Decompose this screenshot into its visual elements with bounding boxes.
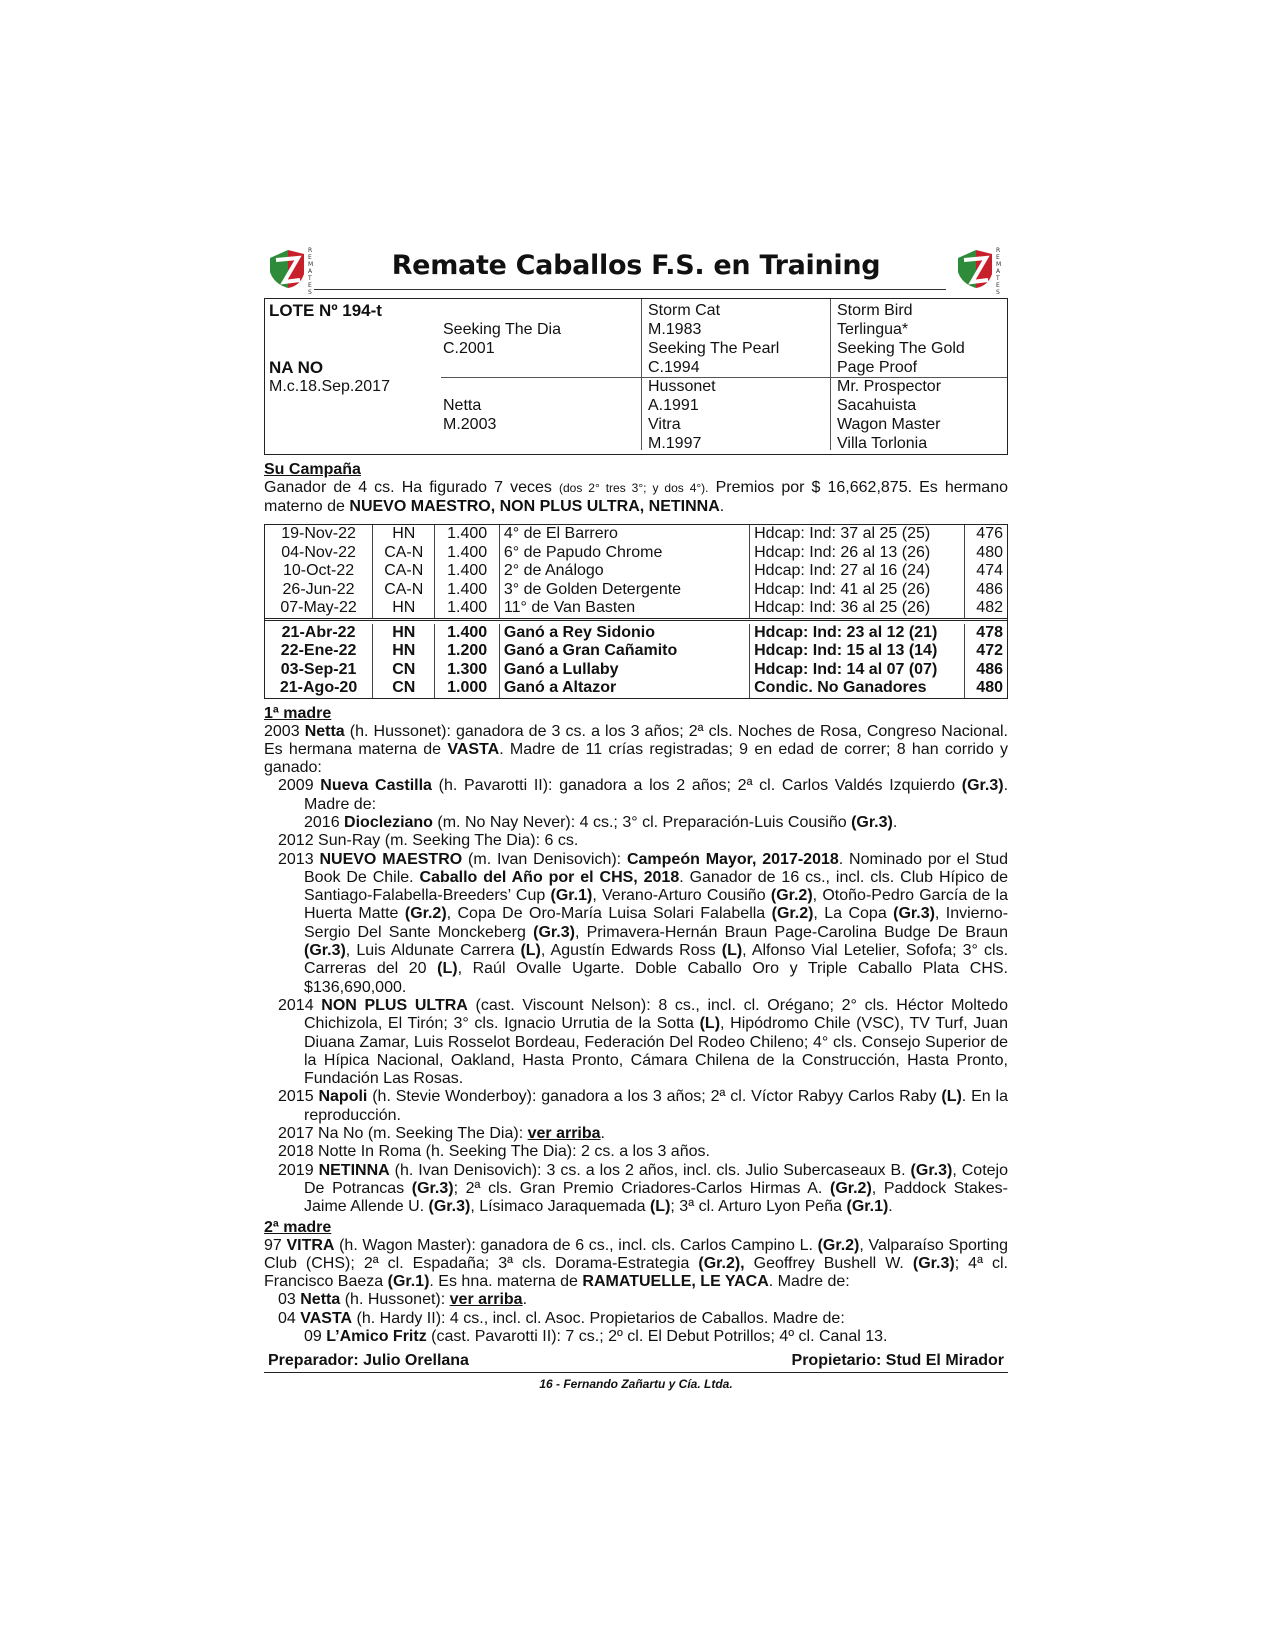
race-weight: 478 xyxy=(976,623,1003,641)
produce-entry: 2016 Diocleziano (m. No Nay Never): 4 cs.; 3° cl. Preparación-Luis Cousiño (Gr.3). xyxy=(304,813,898,831)
zr-logo-left xyxy=(264,244,320,296)
first-dam-intro: 2003 Netta (h. Hussonet): ganadora de 3 cs. a los 3 años; 2ª cls. Noches de Rosa, Congreso Nacional. Es hermana materna de VASTA. Madre de 11 crías registradas; 9 en edad de correr; 8 han corrido y ganado: xyxy=(264,722,1009,777)
race-row xyxy=(265,544,1007,563)
race-row-win xyxy=(265,624,1007,643)
produce-entry: 2019 NETINNA (h. Ivan Denisovich): 3 cs. a los 2 años, incl. cls. Julio Subercaseaux B. (Gr.3), Cotejo De Potrancas (Gr.3); 2ª cls. Gran Premio Criadores-Carlos Hirmas A. (Gr.2), Paddock Stakes-Jaime Allende U. (Gr.3), Lísimaco Jaraquemada (L); 3ª cl. Arturo Lyon Peña (Gr.1). xyxy=(278,1161,1009,1216)
race-distance: 1.000 xyxy=(435,679,499,698)
pedigree-grandparents xyxy=(641,299,838,450)
page-footer: 16 - Fernando Zañartu y Cía. Ltda. xyxy=(539,1377,733,1392)
race-result: Ganó a Altazor xyxy=(499,679,749,698)
campaign-text: Premios por $ 16,662,875. Es hermano materno de xyxy=(264,479,1009,515)
page-title: Remate Caballos F.S. en Training xyxy=(391,250,881,281)
campaign-places: (dos 2° tres 3°; y dos 4°). xyxy=(558,481,709,495)
race-distance: 1.400 xyxy=(435,525,499,544)
svg-text:R: R xyxy=(308,247,313,254)
race-track: CN xyxy=(373,661,435,680)
sire-info: C.2001 xyxy=(443,340,495,357)
owner: Propietario: Stud El Mirador xyxy=(791,1352,1004,1370)
horse-info: M.c.18.Sep.2017 xyxy=(269,378,390,395)
race-result: Ganó a Rey Sidonio xyxy=(499,624,749,643)
race-date: 21-Ago-20 xyxy=(265,679,373,698)
produce-entry: 09 L’Amico Fritz (cast. Pavarotti II): 7 cs.; 2º cl. El Debut Potrillos; 4º cl. Canal 13. xyxy=(304,1328,888,1345)
grandparent-entry: M.1983 xyxy=(648,321,702,338)
great-grandparent-entry: Page Proof xyxy=(837,359,918,376)
race-result: 11° de Van Basten xyxy=(499,599,749,619)
svg-text:T: T xyxy=(308,275,312,282)
race-track: CN xyxy=(373,679,435,698)
produce-entry: 2014 NON PLUS ULTRA (cast. Viscount Nelson): 8 cs., incl. cl. Orégano; 2° cls. Héctor Moltedo Chichizola, El Tirón; 3° cls. Ignacio Urrutia de la Sotta (L), Hipódromo Chile (VSC), TV Turf, Juan Diuana Zamar, Luis Rosselot Bordeau, Federación Del Rodeo Chileno; 4° cls. Consejo Superior de la Hípica Nacional, Oakland, Hasta Pronto, Cámara Chilena de la Construcción, Hasta Pronto, Fundación Las Rosas. xyxy=(278,996,1008,1088)
great-grandparent-entry: Sacahuista xyxy=(837,397,917,414)
great-grandparent-entry: Mr. Prospector xyxy=(837,378,942,395)
pedigree-horse xyxy=(269,301,439,396)
race-result: 6° de Papudo Chrome xyxy=(499,544,749,563)
race-date: 19-Nov-22 xyxy=(265,525,373,544)
campaign-text-end: . xyxy=(719,497,725,515)
svg-text:S: S xyxy=(308,289,312,296)
race-distance: 1.300 xyxy=(435,661,499,680)
grandparent-entry: Seeking The Pearl xyxy=(648,340,780,357)
svg-text:E: E xyxy=(996,282,1000,289)
race-track: HN xyxy=(373,624,435,643)
great-grandparent-entry: Seeking The Gold xyxy=(837,340,965,357)
trainer: Preparador: Julio Orellana xyxy=(268,1352,469,1370)
page-header xyxy=(264,244,1008,296)
race-weight: 482 xyxy=(976,599,1003,617)
race-track: CA-N xyxy=(373,562,435,581)
svg-text:M: M xyxy=(996,261,1002,268)
dam-name: Netta xyxy=(443,397,482,414)
race-date: 22-Ene-22 xyxy=(265,642,373,661)
race-row-win xyxy=(265,679,1007,698)
lot-number: LOTE Nº 194-t xyxy=(269,301,382,320)
race-condition: Hdcap: Ind: 36 al 25 (26) xyxy=(750,599,965,619)
race-weight: 472 xyxy=(976,642,1003,660)
zr-logo-right xyxy=(952,244,1008,296)
lot-footer xyxy=(264,1350,1008,1373)
race-date: 21-Abr-22 xyxy=(265,624,373,643)
race-track: HN xyxy=(373,599,435,619)
race-weight: 480 xyxy=(976,543,1003,561)
race-distance: 1.400 xyxy=(435,562,499,581)
race-date: 10-Oct-22 xyxy=(265,562,373,581)
race-date: 07-May-22 xyxy=(265,599,373,619)
grandparent-entry: C.1994 xyxy=(648,359,700,376)
race-row-win xyxy=(265,642,1007,661)
first-dam-produce xyxy=(264,777,1008,1216)
great-grandparent-entry: Terlingua* xyxy=(837,321,909,338)
race-row xyxy=(265,562,1007,581)
produce-entry: 2017 Na No (m. Seeking The Dia): ver arriba. xyxy=(278,1125,605,1143)
race-track: HN xyxy=(373,642,435,661)
second-dam-title: 2ª madre xyxy=(264,1218,332,1236)
grandparent-entry: M.1997 xyxy=(648,435,702,452)
race-weight: 476 xyxy=(976,525,1003,543)
svg-text:A: A xyxy=(308,268,313,275)
produce-entry: 2009 Nueva Castilla (h. Pavarotti II): ganadora a los 2 años; 2ª cl. Carlos Valdés Izquierdo (Gr.3). Madre de: xyxy=(278,777,1009,813)
race-record-table xyxy=(264,524,1008,699)
campaign-summary xyxy=(264,479,1008,516)
great-grandparent-entry: Villa Torlonia xyxy=(837,435,928,452)
horse-name: NA NO xyxy=(269,358,324,377)
race-date: 03-Sep-21 xyxy=(265,661,373,680)
race-condition: Hdcap: Ind: 37 al 25 (25) xyxy=(750,525,965,544)
pedigree-great-grandparents xyxy=(830,299,1012,450)
race-weight: 486 xyxy=(976,660,1003,678)
race-distance: 1.400 xyxy=(435,581,499,600)
catalog-page xyxy=(264,244,1008,1391)
great-grandparent-entry: Wagon Master xyxy=(837,416,941,433)
dam-info: M.2003 xyxy=(443,416,497,433)
race-track: CA-N xyxy=(373,581,435,600)
produce-entry: 2012 Sun-Ray (m. Seeking The Dia): 6 cs. xyxy=(278,832,579,850)
great-grandparent-entry: Storm Bird xyxy=(837,302,913,319)
second-dam-intro: 97 VITRA (h. Wagon Master): ganadora de 6 cs., incl. cls. Carlos Campino L. (Gr.2), Valparaíso Sporting Club (CHS); 2ª cl. Espadaña; 3ª cls. Dorama-Estrategia (Gr.2), Geoffrey Bushell W. (Gr.3); 4ª cl. Francisco Baeza (Gr.1). Es hna. materna de RAMATUELLE, LE YACA. Madre de: xyxy=(264,1236,1009,1291)
race-distance: 1.400 xyxy=(435,544,499,563)
race-condition: Condic. No Ganadores xyxy=(750,679,965,698)
race-result: 4° de El Barrero xyxy=(499,525,749,544)
race-distance: 1.400 xyxy=(435,599,499,619)
produce-entry: 2018 Notte In Roma (h. Seeking The Dia): 2 cs. a los 3 años. xyxy=(278,1143,710,1161)
grandparent-entry: Vitra xyxy=(648,416,681,433)
campaign-title: Su Campaña xyxy=(264,461,361,478)
campaign-text: Ganador de 4 cs. Ha figurado 7 veces xyxy=(264,479,552,496)
race-track: CA-N xyxy=(373,544,435,563)
svg-text:E: E xyxy=(308,254,312,261)
svg-text:E: E xyxy=(308,282,312,289)
pedigree-box xyxy=(264,298,1008,455)
svg-text:S: S xyxy=(996,289,1000,296)
race-row-win xyxy=(265,661,1007,680)
race-condition: Hdcap: Ind: 14 al 07 (07) xyxy=(750,661,965,680)
produce-entry: 2013 NUEVO MAESTRO (m. Ivan Denisovich): Campeón Mayor, 2017-2018. Nominado por el Stud Book De Chile. Caballo del Año por el CHS, 2018. Ganador de 16 cs., incl. cls. Club Hípico de Santiago-Falabella-Breeders’ Cup (Gr.1), Verano-Arturo Cousiño (Gr.2), Otoño-Pedro García de la Huerta Matte (Gr.2), Copa De Oro-María Luisa Solari Falabella (Gr.2), La Copa (Gr.3), Invierno-Sergio Del Sante Monckeberg (Gr.3), Primavera-Hernán Braun Page-Carolina Budge De Braun (Gr.3), Luis Aldunate Carrera (L), Agustín Edwards Ross (L), Alfonso Vial Letelier, Sofofa; 3° cls. Carreras del 20 (L), Raúl Ovalle Ugarte. Doble Caballo Oro y Triple Caballo Plata CHS. $136,690,000. xyxy=(278,850,1009,996)
race-weight: 480 xyxy=(976,679,1003,697)
grandparent-entry: Storm Cat xyxy=(648,302,721,319)
race-condition: Hdcap: Ind: 26 al 13 (26) xyxy=(750,544,965,563)
produce-entry: 04 VASTA (h. Hardy II): 4 cs., incl. cl. Asoc. Propietarios de Caballos. Madre de: xyxy=(278,1309,845,1327)
race-condition: Hdcap: Ind: 15 al 13 (14) xyxy=(750,642,965,661)
race-date: 04-Nov-22 xyxy=(265,544,373,563)
race-result: Ganó a Lullaby xyxy=(499,661,749,680)
svg-text:R: R xyxy=(996,247,1001,254)
race-weight: 486 xyxy=(976,580,1003,598)
race-row xyxy=(265,599,1007,619)
title-underline xyxy=(314,289,946,290)
sire-name: Seeking The Dia xyxy=(443,321,561,338)
pedigree-parents xyxy=(443,301,633,434)
race-distance: 1.200 xyxy=(435,642,499,661)
race-row xyxy=(265,525,1007,544)
first-dam-title: 1ª madre xyxy=(264,704,332,722)
svg-text:A: A xyxy=(996,268,1001,275)
svg-text:E: E xyxy=(996,254,1000,261)
second-dam-produce xyxy=(264,1291,1008,1346)
race-result: 3° de Golden Detergente xyxy=(499,581,749,600)
grandparent-entry: Hussonet xyxy=(648,378,716,395)
race-track: HN xyxy=(373,525,435,544)
produce-entry: 2015 Napoli (h. Stevie Wonderboy): ganadora a los 3 años; 2ª cl. Víctor Rabyy Carlos Raby (L). En la reproducción. xyxy=(278,1088,1008,1124)
campaign-siblings: NUEVO MAESTRO, NON PLUS ULTRA, NETINNA xyxy=(349,497,720,515)
race-date: 26-Jun-22 xyxy=(265,581,373,600)
race-distance: 1.400 xyxy=(435,624,499,643)
grandparent-entry: A.1991 xyxy=(648,397,699,414)
svg-text:M: M xyxy=(308,261,314,268)
produce-entry: 03 Netta (h. Hussonet): ver arriba. xyxy=(278,1291,528,1309)
race-result: 2° de Análogo xyxy=(499,562,749,581)
race-result: Ganó a Gran Cañamito xyxy=(499,642,749,661)
svg-text:T: T xyxy=(996,275,1000,282)
race-record-body xyxy=(265,525,1007,698)
race-row xyxy=(265,581,1007,600)
race-condition: Hdcap: Ind: 41 al 25 (26) xyxy=(750,581,965,600)
race-condition: Hdcap: Ind: 27 al 16 (24) xyxy=(750,562,965,581)
race-weight: 474 xyxy=(976,562,1003,580)
race-condition: Hdcap: Ind: 23 al 12 (21) xyxy=(750,624,965,643)
